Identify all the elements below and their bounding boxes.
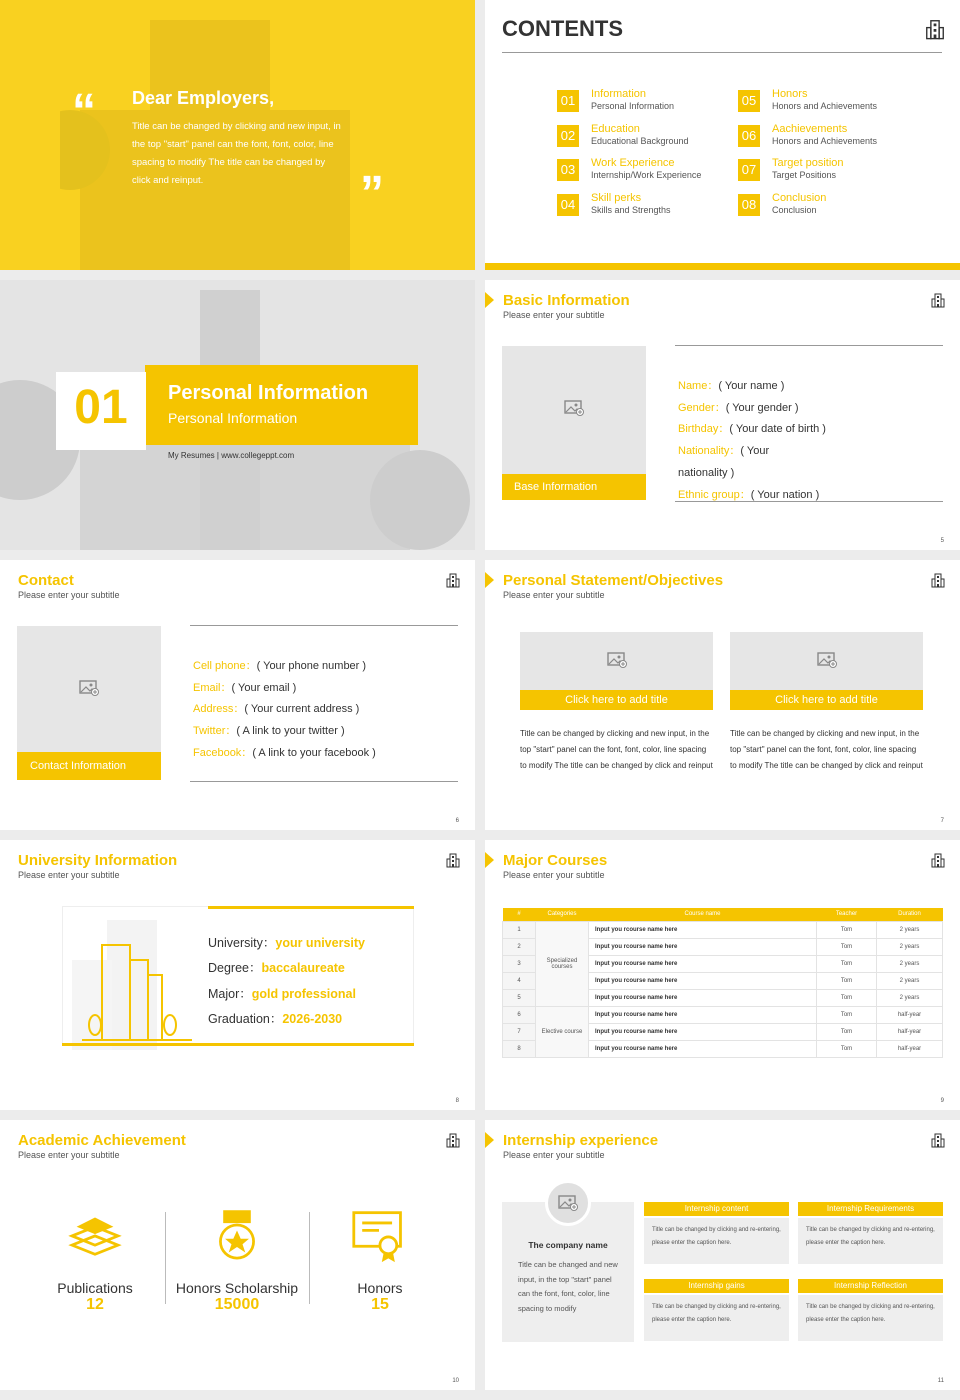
internship-box-text: Title can be changed by clicking and re-entering, please enter the caption here. [798, 1295, 943, 1341]
field-label: Name： [678, 380, 719, 392]
teacher-cell: Tom [817, 972, 877, 989]
row-number: 1 [503, 921, 536, 938]
header-categories: Categories [536, 908, 589, 921]
row-label: Degree： [208, 961, 262, 976]
field-label: Facebook： [193, 746, 253, 759]
contents-item-title: Work Experience [591, 157, 675, 169]
internship-box-title[interactable]: Internship Requirements [798, 1202, 943, 1216]
info-top-bar [208, 906, 414, 909]
stat-label: Honors Scholarship [175, 1280, 299, 1296]
company-text: Title can be changed and new input, in the top "start" panel can the font, font, color, line spacing to modify [518, 1260, 618, 1313]
contents-item-number: 02 [557, 125, 579, 147]
row-label: Major： [208, 986, 252, 1001]
slide-dear-employers [0, 0, 475, 270]
card-title-button[interactable]: Click here to add title [520, 690, 713, 710]
slide-subtitle: Please enter your subtitle [503, 310, 605, 320]
image-placeholder-icon [79, 680, 99, 696]
contents-item-subtitle: Honors and Achievements [772, 135, 878, 146]
slide-title: Personal Statement/Objectives [503, 572, 724, 589]
field-label: Address： [193, 703, 245, 716]
field-value[interactable]: ( Your nation ) [750, 488, 820, 501]
contents-item-title: Target position [772, 157, 844, 169]
field-value[interactable]: ( Your phone number ) [256, 660, 367, 672]
contents-item-number: 06 [738, 125, 760, 147]
row-value[interactable]: gold professional [251, 986, 356, 1001]
course-name[interactable]: Input you rcourse name here [589, 955, 817, 972]
slide-section-cover [0, 280, 475, 550]
medal-icon [214, 1208, 260, 1264]
row-number: 3 [503, 955, 536, 972]
info-field [678, 441, 769, 459]
row-value[interactable]: 2026-2030 [282, 1011, 343, 1026]
books-icon [67, 1212, 123, 1258]
field-value[interactable]: ( Your gender ) [725, 401, 799, 414]
slide-basic-information [485, 280, 960, 550]
duration-cell: 2 years [877, 921, 943, 938]
contents-item-title: Skill perks [591, 191, 642, 204]
info-field [678, 485, 819, 503]
greeting-body: Title can be changed by clicking and new input, in the top "start" panel can the font, font, color, line spacing to modify The title can be changed by click and reinput. [132, 121, 341, 186]
duration-cell: 2 years [877, 989, 943, 1006]
slide-contact [0, 560, 475, 830]
field-label: Email： [193, 681, 232, 694]
college-logo-icon [930, 1132, 946, 1148]
info-bottom-rule [190, 781, 458, 782]
section-subtitle: Personal Information [168, 410, 298, 426]
field-value[interactable]: ( A link to your facebook ) [252, 746, 376, 759]
field-label: Twitter： [193, 725, 237, 738]
contents-item-subtitle: Target Positions [772, 170, 837, 180]
field-value[interactable]: ( Your email ) [231, 681, 297, 694]
internship-box-text: Title can be changed by clicking and re-entering, please enter the caption here. [644, 1295, 789, 1341]
card-title-button[interactable]: Click here to add title [730, 690, 923, 710]
section-number: 01 [74, 381, 128, 434]
contents-item[interactable] [738, 90, 908, 118]
duration-cell: 2 years [877, 955, 943, 972]
stat-publications [40, 1280, 150, 1314]
internship-box-title[interactable]: Internship gains [644, 1279, 789, 1293]
header-number: # [503, 908, 536, 921]
stat-value: 15000 [214, 1296, 260, 1313]
contents-item-subtitle: Educational Background [591, 135, 689, 146]
info-bottom-rule [675, 501, 943, 502]
info-top-rule [675, 345, 943, 346]
slide-title: Major Courses [503, 852, 608, 869]
slide-university-information [0, 840, 475, 1110]
contents-title: CONTENTS [502, 16, 623, 41]
college-logo-icon [445, 1132, 461, 1148]
title-marker-icon [485, 292, 494, 308]
field-label: Gender： [678, 401, 726, 414]
internship-box-title[interactable]: Internship content [644, 1202, 789, 1216]
contents-item[interactable] [557, 191, 727, 222]
section-footer: My Resumes | www.collegeppt.com [168, 451, 295, 460]
row-label: Graduation： [208, 1011, 283, 1026]
page-number: 9 [940, 1098, 944, 1104]
header-course-name: Course name [589, 908, 817, 921]
internship-box-text: Title can be changed by clicking and re-entering, please enter the caption here. [644, 1218, 789, 1264]
info-field [193, 721, 345, 739]
duration-cell: half-year [877, 1023, 943, 1040]
card-text: Title can be changed by clicking and new input, in the top "start" panel can the font, font, color, line spacing to modify The title can be changed by click and reinput [730, 729, 923, 770]
teacher-cell: Tom [817, 1023, 877, 1040]
contents-item-title: Information [591, 88, 647, 100]
course-name[interactable]: Input you rcourse name here [589, 938, 817, 955]
contents-item[interactable] [738, 159, 908, 187]
slide-academic-achievement [0, 1120, 475, 1390]
internship-box-title[interactable]: Internship Reflection [798, 1279, 943, 1293]
info-field [678, 376, 784, 394]
info-field [193, 656, 366, 674]
course-name[interactable]: Input you rcourse name here [589, 1023, 817, 1040]
slide-title: University Information [18, 852, 178, 869]
field-label: Birthday： [678, 423, 730, 436]
internship-box-text: Title can be changed by clicking and re-entering, please enter the caption here. [798, 1218, 943, 1264]
contents-bottom-bar [485, 263, 960, 270]
contents-item-title: Aachievements [772, 122, 848, 135]
open-quote-icon: “ [72, 85, 96, 138]
contents-item-number: 04 [557, 194, 579, 216]
title-marker-icon [485, 1132, 494, 1148]
contents-rule [502, 52, 942, 53]
contents-item-title: Conclusion [772, 191, 827, 204]
info-top-rule [190, 625, 458, 626]
table-row [503, 1006, 943, 1023]
info-field [193, 699, 359, 717]
slide-subtitle: Please enter your subtitle [18, 870, 120, 880]
contents-item[interactable] [557, 122, 727, 153]
slide-title: Academic Achievement [18, 1132, 186, 1149]
slide-subtitle: Please enter your subtitle [18, 1150, 120, 1160]
college-logo-icon [445, 572, 461, 588]
teacher-cell: Tom [817, 955, 877, 972]
slide-subtitle: Please enter your subtitle [503, 870, 605, 880]
contents-item-subtitle: Conclusion [772, 204, 817, 215]
company-name: The company name [528, 1240, 608, 1250]
row-number: 8 [503, 1040, 536, 1057]
info-field [678, 398, 798, 416]
teacher-cell: Tom [817, 1040, 877, 1057]
slide-title: Contact [18, 572, 74, 589]
stat-honors-scholarship [167, 1280, 307, 1314]
stat-divider [309, 1212, 310, 1304]
field-value[interactable]: ( Your current address ) [244, 703, 360, 716]
contents-item-title: Education [591, 122, 640, 135]
field-label: Ethnic group： [678, 488, 751, 501]
image-placeholder-icon [564, 400, 584, 416]
info-field [193, 678, 296, 696]
teacher-cell: Tom [817, 1006, 877, 1023]
course-name[interactable]: Input you rcourse name here [589, 1006, 817, 1023]
close-quote-icon: ” [360, 167, 384, 220]
contents-item-title: Honors [772, 88, 808, 100]
greeting-heading: Dear Employers, [132, 88, 275, 108]
row-value[interactable]: your university [275, 936, 365, 950]
college-logo-icon [924, 18, 946, 40]
info-field [678, 419, 826, 437]
image-placeholder-icon [558, 1195, 578, 1211]
info-field [193, 743, 376, 761]
teacher-cell: Tom [817, 989, 877, 1006]
header-teacher: Teacher [817, 908, 877, 921]
title-marker-icon [485, 852, 494, 868]
row-number: 6 [503, 1006, 536, 1023]
college-logo-icon [445, 852, 461, 868]
college-logo-icon [930, 292, 946, 308]
contents-item-subtitle: Honors and Achievements [772, 101, 878, 111]
teacher-cell: Tom [817, 921, 877, 938]
row-label: University： [208, 936, 276, 950]
courses-table [502, 908, 943, 1058]
contents-item[interactable] [557, 90, 727, 118]
contents-item-subtitle: Skills and Strengths [591, 204, 671, 215]
course-name[interactable]: Input you rcourse name here [589, 989, 817, 1006]
slide-title: Internship experience [503, 1132, 659, 1149]
contents-item-number: 01 [557, 90, 579, 112]
contents-item[interactable] [557, 159, 727, 187]
contents-item-number: 07 [738, 159, 760, 181]
category-cell: Specialized courses [536, 921, 589, 1006]
row-number: 4 [503, 972, 536, 989]
photo-label: Contact Information [17, 752, 161, 780]
page-number: 6 [455, 818, 459, 824]
course-name[interactable]: Input you rcourse name here [589, 972, 817, 989]
university-row [208, 958, 345, 976]
college-logo-icon [930, 852, 946, 868]
page-number: 10 [452, 1378, 459, 1384]
contents-item-number: 03 [557, 159, 579, 181]
header-duration: Duration [877, 908, 943, 921]
page-number: 5 [940, 538, 944, 544]
course-name[interactable]: Input you rcourse name here [589, 1040, 817, 1057]
field-value[interactable]: ( Your date of birth ) [729, 423, 826, 436]
slide-major-courses [485, 840, 960, 1110]
duration-cell: 2 years [877, 938, 943, 955]
university-row [208, 933, 365, 951]
duration-cell: 2 years [877, 972, 943, 989]
table-row [503, 921, 943, 938]
stat-label: Publications [57, 1280, 133, 1296]
contents-item-number: 08 [738, 194, 760, 216]
section-banner [145, 365, 418, 445]
university-row [208, 1009, 342, 1027]
certificate-icon [351, 1208, 407, 1264]
section-title: Personal Information [168, 382, 369, 404]
duration-cell: half-year [877, 1006, 943, 1023]
page-number: 8 [455, 1098, 459, 1104]
slide-personal-statement [485, 560, 960, 830]
page-number: 11 [937, 1378, 944, 1384]
info-bottom-bar [62, 1043, 414, 1046]
page-number: 7 [940, 818, 944, 824]
contents-item-subtitle: Personal Information [591, 101, 675, 111]
category-cell: Elective course [536, 1006, 589, 1057]
slide-title: Basic Information [503, 292, 630, 309]
photo-label: Base Information [502, 474, 646, 500]
contents-item-subtitle: Internship/Work Experience [591, 170, 702, 180]
college-logo-icon [930, 572, 946, 588]
teacher-cell: Tom [817, 938, 877, 955]
field-value[interactable]: ( Your name ) [718, 380, 785, 392]
row-value[interactable]: baccalaureate [261, 961, 345, 976]
duration-cell: half-year [877, 1040, 943, 1057]
slide-subtitle: Please enter your subtitle [503, 1150, 605, 1160]
field-value[interactable]: ( Your [740, 445, 770, 458]
slide-subtitle: Please enter your subtitle [18, 590, 120, 600]
card-text: Title can be changed by clicking and new input, in the top "start" panel can the font, font, color, line spacing to modify The title can be changed by click and reinput [520, 729, 713, 770]
slide-internship-experience [485, 1120, 960, 1390]
image-placeholder-icon [817, 652, 837, 668]
slide-subtitle: Please enter your subtitle [503, 590, 605, 600]
field-value[interactable]: ( A link to your twitter ) [236, 725, 345, 738]
row-number: 5 [503, 989, 536, 1006]
slide-contents [485, 0, 960, 270]
image-placeholder-icon [607, 652, 627, 668]
field-value[interactable]: nationality ) [678, 466, 735, 479]
stat-honors [325, 1280, 435, 1314]
stat-label: Honors [357, 1280, 403, 1296]
table-header-row [503, 908, 943, 921]
info-field [678, 463, 734, 481]
stat-value: 12 [86, 1296, 104, 1313]
stat-value: 15 [371, 1296, 389, 1313]
row-number: 7 [503, 1023, 536, 1040]
field-label: Cell phone： [193, 660, 257, 672]
course-name[interactable]: Input you rcourse name here [589, 921, 817, 938]
contents-item[interactable] [738, 191, 908, 222]
university-row [208, 984, 356, 1002]
contents-item[interactable] [738, 122, 908, 153]
contents-item-number: 05 [738, 90, 760, 112]
stat-divider [165, 1212, 166, 1304]
row-number: 2 [503, 938, 536, 955]
field-label: Nationality： [678, 445, 741, 458]
title-marker-icon [485, 572, 494, 588]
